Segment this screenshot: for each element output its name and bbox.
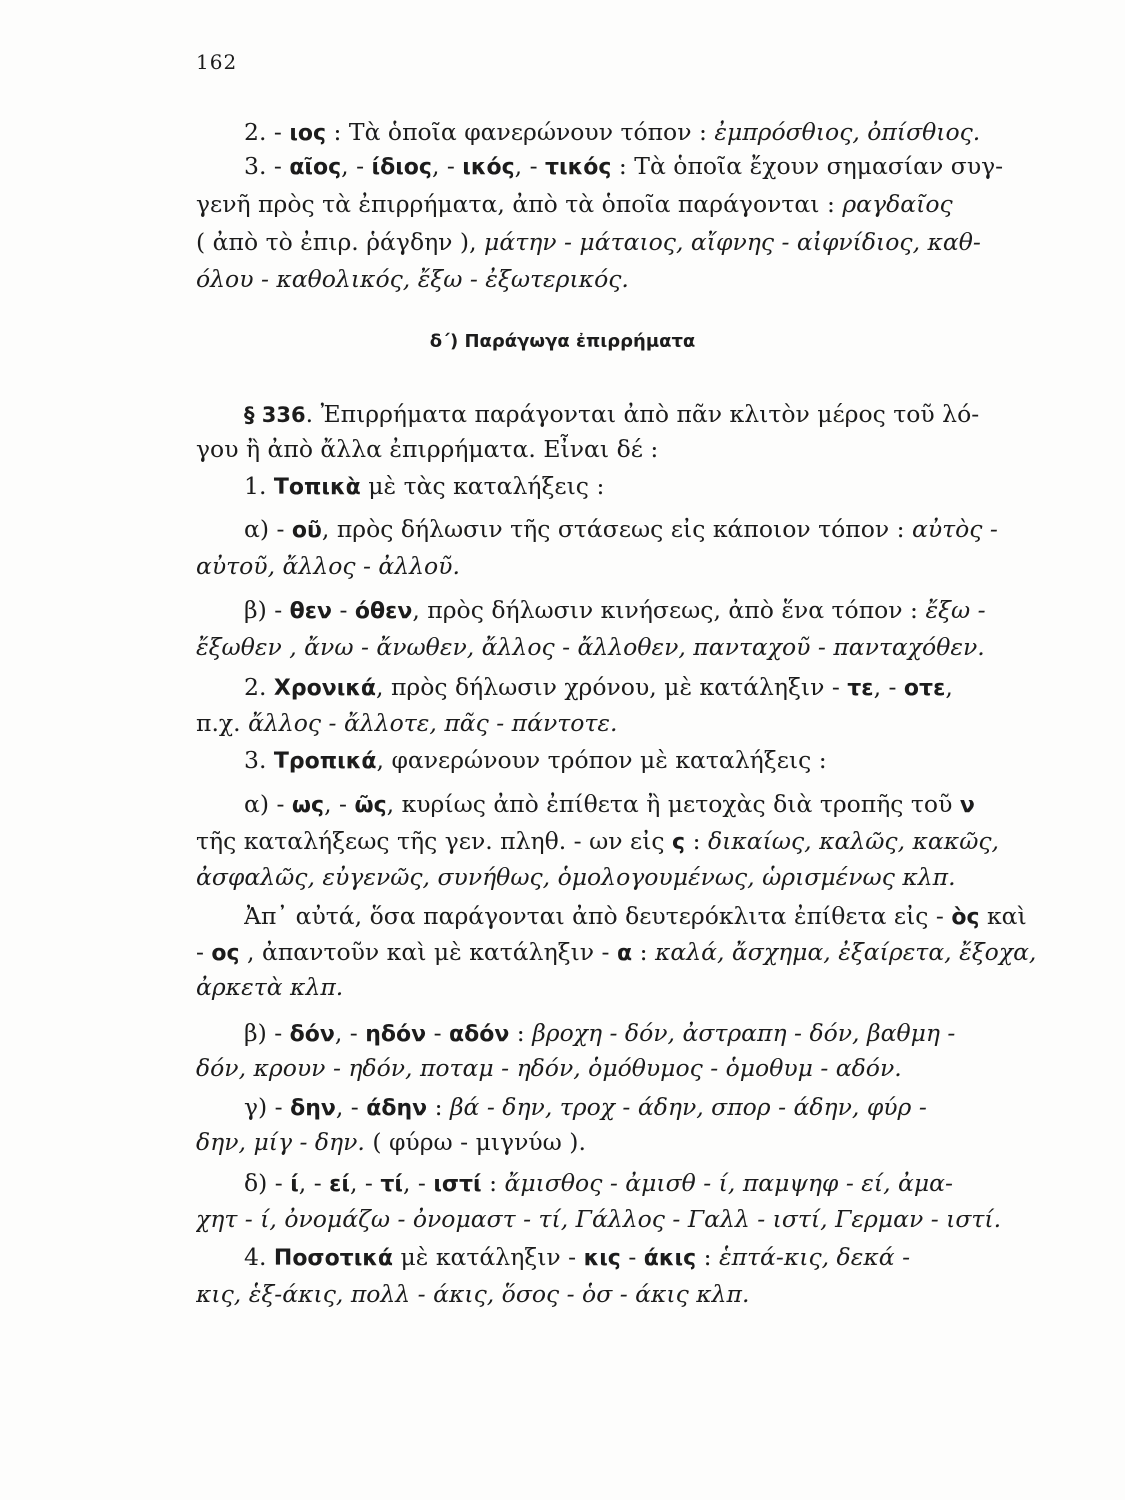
text-line: ἀρκετὰ κλπ.: [196, 973, 344, 1001]
text-line: 3. Τροπικά, φανερώνουν τρόπον μὲ καταλήξεις :: [244, 746, 827, 774]
text-line: δην, μίγ - δην. ( φύρω - μιγνύω ).: [196, 1128, 586, 1156]
text-line: α) - οῦ, πρὸς δήλωσιν τῆς στάσεως εἰς κάποιον τόπον : αὐτὸς -: [244, 515, 998, 543]
text-line: γενῆ πρὸς τὰ ἐπιρρήματα, ἀπὸ τὰ ὁποῖα παράγονται : ραγδαῖος: [196, 190, 953, 218]
text-line: 3. - αῖος, - ίδιος, - ικός, - τικός : Τὰ ὁποῖα ἔχουν σημασίαν συγ-: [244, 152, 1004, 180]
text-line: α) - ως, - ῶς, κυρίως ἀπὸ ἐπίθετα ἢ μετοχὰς διὰ τροπῆς τοῦ ν: [244, 790, 975, 818]
text-line: τῆς καταλήξεως τῆς γεν. πληθ. - ων εἰς ς : δικαίως, καλῶς, κακῶς,: [196, 827, 999, 855]
text-line: β) - θεν - όθεν, πρὸς δήλωσιν κινήσεως, ἀπὸ ἕνα τόπον : ἔξω -: [244, 596, 986, 624]
section-heading: δ΄) Παράγωγα ἐπιρρήματα: [429, 331, 696, 352]
text-line: ἔξωθεν , ἄνω - ἄνωθεν, ἄλλος - ἄλλοθεν, πανταχοῦ - πανταχόθεν.: [196, 633, 985, 661]
page-number: 162: [196, 50, 238, 74]
text-line: § 336. Ἐπιρρήματα παράγονται ἀπὸ πᾶν κλιτὸν μέρος τοῦ λό-: [244, 400, 980, 428]
text-line: γου ἢ ἀπὸ ἄλλα ἐπιρρήματα. Εἶναι δέ :: [196, 435, 659, 463]
text-line: Ἀπ᾽ αὐτά, ὅσα παράγονται ἀπὸ δευτερόκλιτα ἐπίθετα εἰς - ὸς καὶ: [244, 902, 1027, 930]
text-line: 4. Ποσοτικά μὲ κατάληξιν - κις - άκις : ἑπτά-κις, δεκά -: [244, 1243, 911, 1271]
text-line: ( ἀπὸ τὸ ἐπιρ. ῥάγδην ), μάτην - μάταιος, αἴφνης - αἰφνίδιος, καθ-: [196, 228, 981, 256]
text-line: γ) - δην, - άδην : βά - δην, τροχ - άδην, σπορ - άδην, φύρ -: [244, 1093, 927, 1121]
text-line: αὐτοῦ, ἄλλος - ἀλλοῦ.: [196, 552, 460, 580]
text-line: π.χ. ἄλλος - ἄλλοτε, πᾶς - πάντοτε.: [196, 709, 618, 737]
text-line: β) - δόν, - ηδόν - αδόν : βροχη - δόν, ἀστραπη - δόν, βαθμη -: [244, 1019, 956, 1047]
text-line: ἀσφαλῶς, εὐγενῶς, συνήθως, ὁμολογουμένως, ὡρισμένως κλπ.: [196, 863, 956, 891]
text-line: όλου - καθολικός, ἔξω - ἐξωτερικός.: [196, 265, 629, 293]
text-line: χητ - ί, ὀνομάζω - ὀνομαστ - τί, Γάλλος - Γαλλ - ιστί, Γερμαν - ιστί.: [196, 1205, 1002, 1233]
text-line: δ) - ί, - εί, - τί, - ιστί : ἄμισθος - ἀμισθ - ί, παμψηφ - εί, ἀμα-: [244, 1169, 953, 1197]
text-line: 2. Χρονικά, πρὸς δήλωσιν χρόνου, μὲ κατάληξιν - τε, - οτε,: [244, 673, 953, 701]
text-line: - ος , ἀπαντοῦν καὶ μὲ κατάληξιν - α : καλά, ἄσχημα, ἐξαίρετα, ἔξοχα,: [196, 938, 1037, 966]
text-line: 2. - ιος : Τὰ ὁποῖα φανερώνουν τόπον : ἐμπρόσθιος, ὀπίσθιος.: [244, 118, 981, 146]
text-line: κις, ἑξ-άκις, πολλ - άκις, ὅσος - ὁσ - άκις κλπ.: [196, 1280, 750, 1308]
text-line: 1. Τοπικὰ μὲ τὰς καταλήξεις :: [244, 472, 605, 500]
text-line: δόν, κρουν - ηδόν, ποταμ - ηδόν, ὁμόθυμος - ὁμοθυμ - αδόν.: [196, 1054, 902, 1082]
